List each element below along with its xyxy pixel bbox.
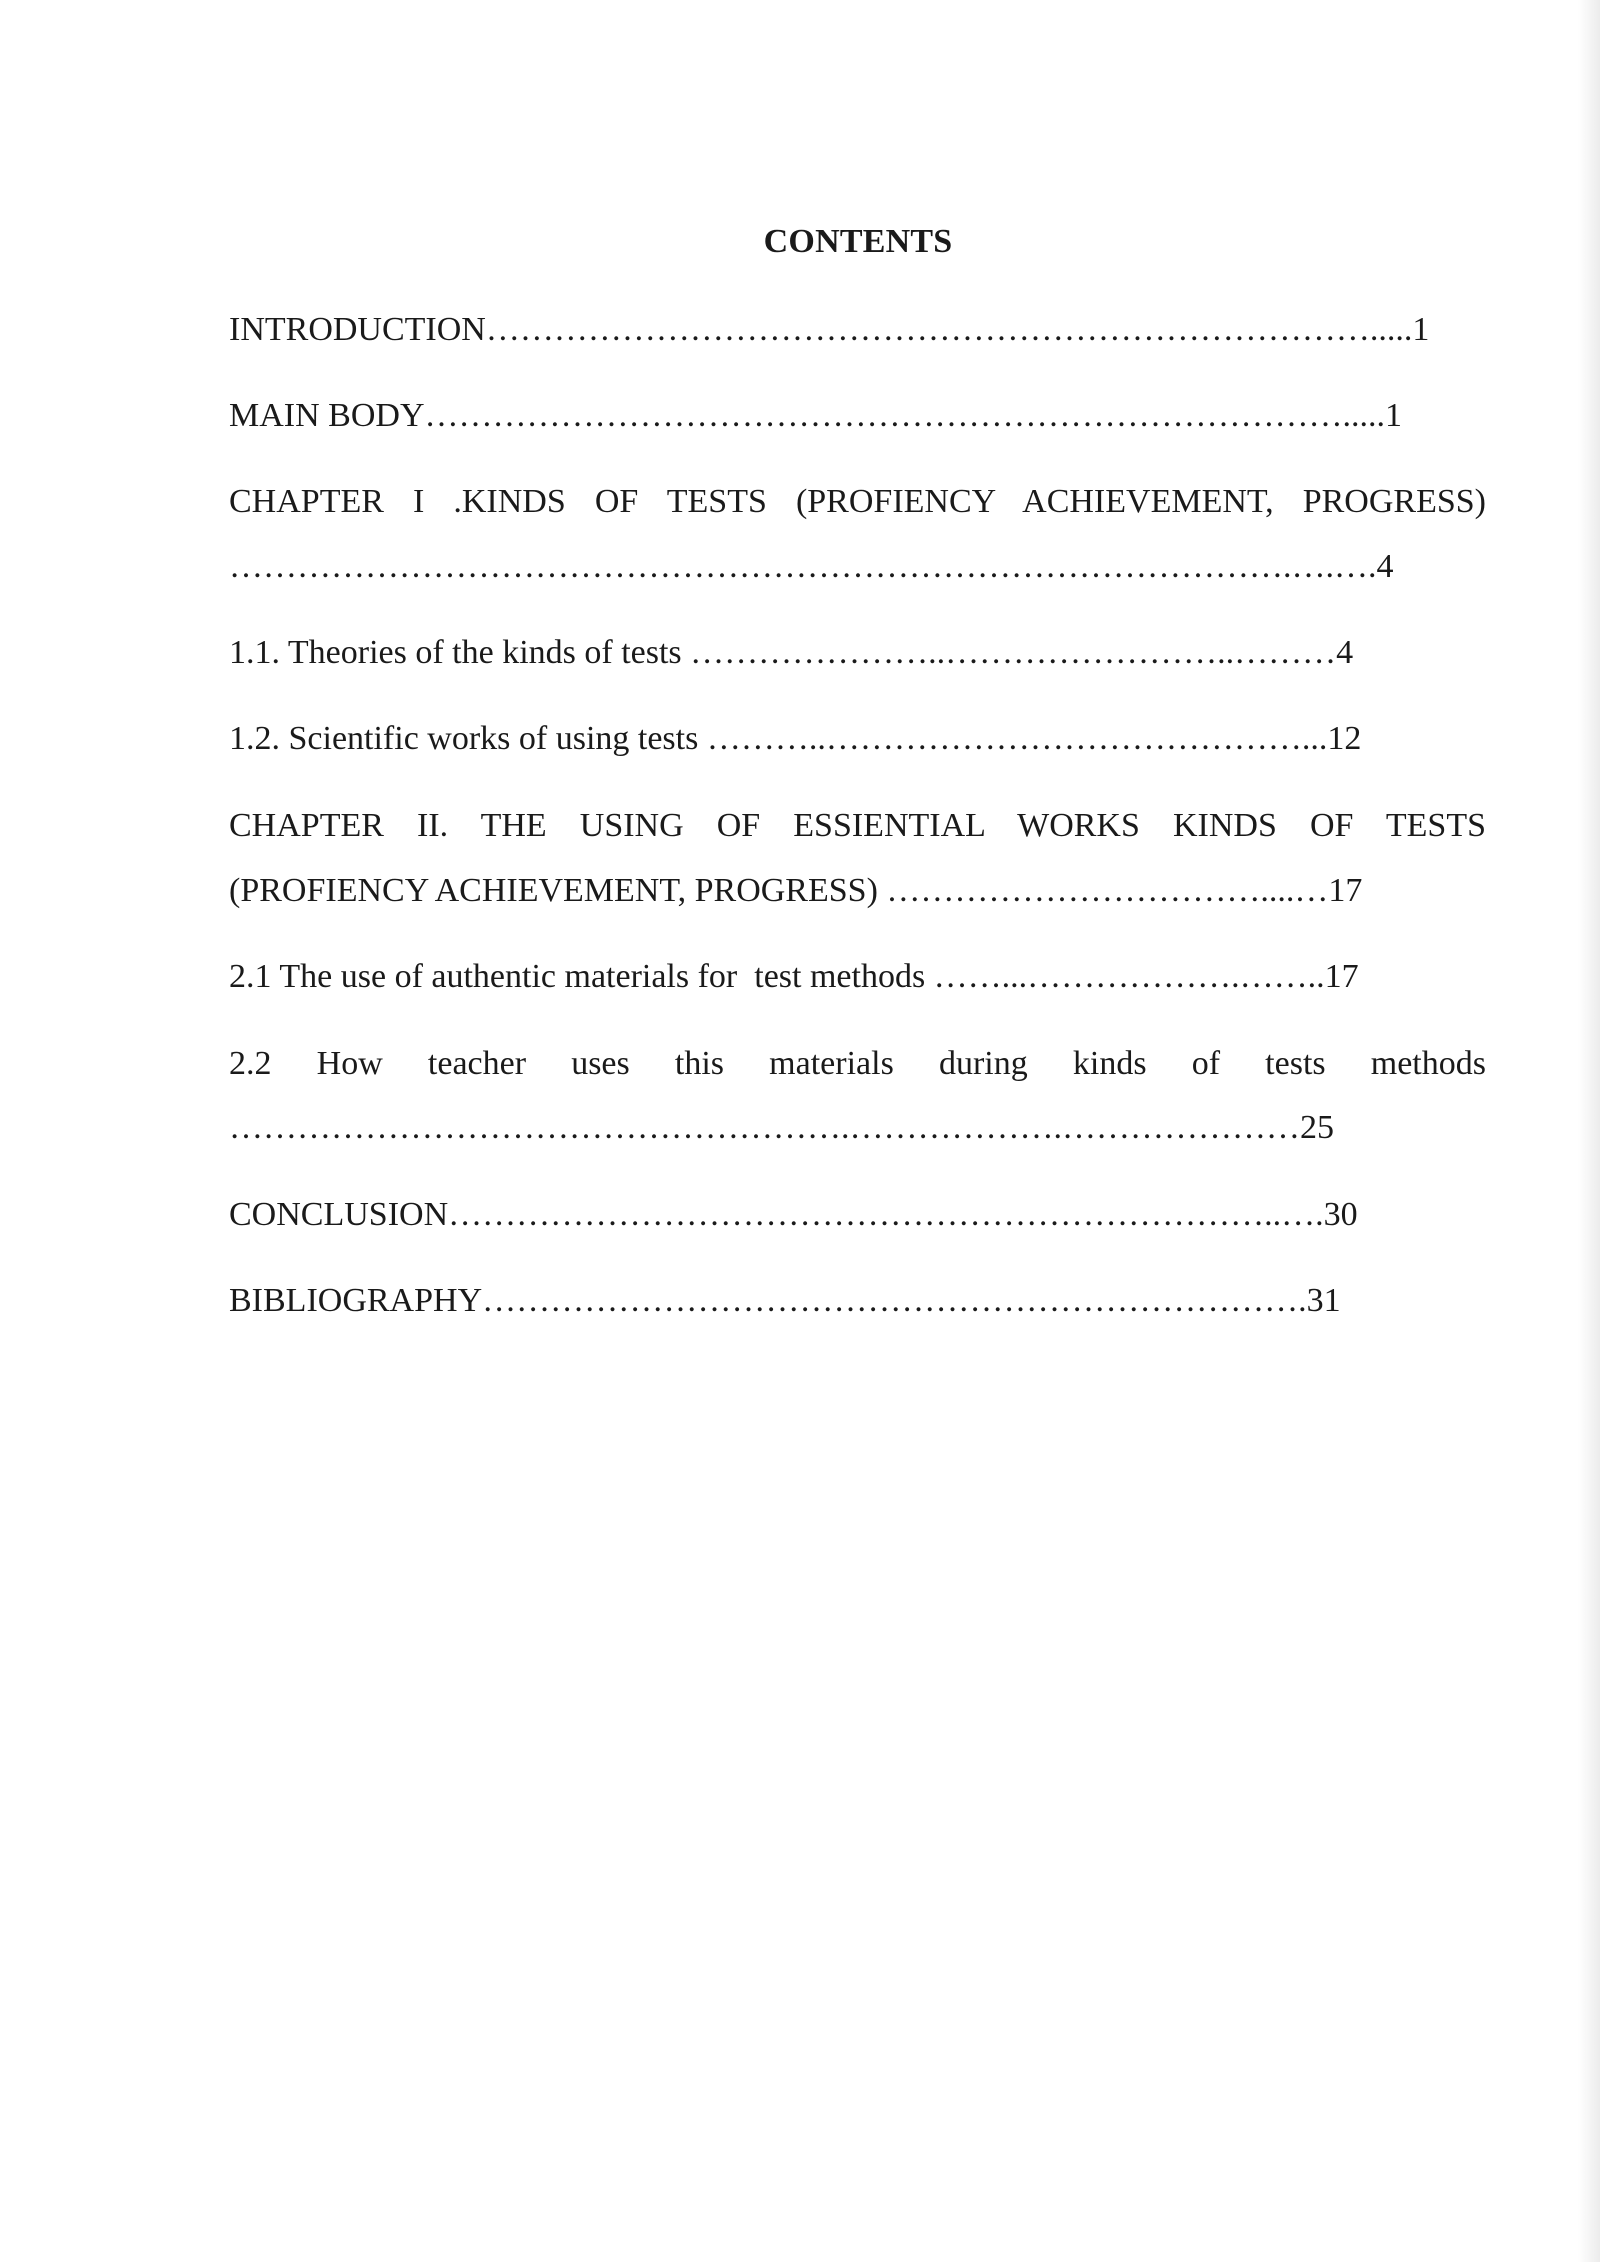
contents-title: CONTENTS: [763, 223, 953, 260]
toc-entry-2-2: 2.2 How teacher uses this materials during kinds of tests methods: [229, 1045, 1486, 1082]
toc-entry-chapter-2-continued: (PROFIENCY ACHIEVEMENT, PROGRESS) ……………………………....…17: [229, 872, 1363, 909]
toc-entry-introduction: INTRODUCTION…………………………………………………………………….....1: [229, 311, 1430, 348]
toc-entry-chapter-1: CHAPTER I .KINDS OF TESTS (PROFIENCY ACHIEVEMENT, PROGRESS): [229, 483, 1486, 520]
page-edge-shadow: [1578, 0, 1600, 2262]
toc-entry-main-body: MAIN BODY……………………………………………………………………….....1: [229, 397, 1402, 434]
toc-entry-2-1: 2.1 The use of authentic materials for test methods ……...……………….……..17: [229, 958, 1359, 995]
toc-entry-1-1: 1.1. Theories of the kinds of tests …………………..……………………..………4: [229, 634, 1354, 671]
toc-entry-1-2: 1.2. Scientific works of using tests ………..……………………………………...12: [229, 720, 1362, 757]
toc-entry-chapter-1-leader: ………………………………………………………………………………….….….4: [229, 548, 1394, 585]
toc-entry-2-2-leader: ……………………………………………….……………….…………………25: [229, 1109, 1334, 1146]
toc-entry-bibliography: BIBLIOGRAPHY……………………………………………………………….31: [229, 1282, 1341, 1319]
toc-entry-conclusion: CONCLUSION………………………………………………………………..….30: [229, 1196, 1358, 1233]
toc-entry-chapter-2: CHAPTER II. THE USING OF ESSIENTIAL WORKS KINDS OF TESTS: [229, 807, 1486, 844]
